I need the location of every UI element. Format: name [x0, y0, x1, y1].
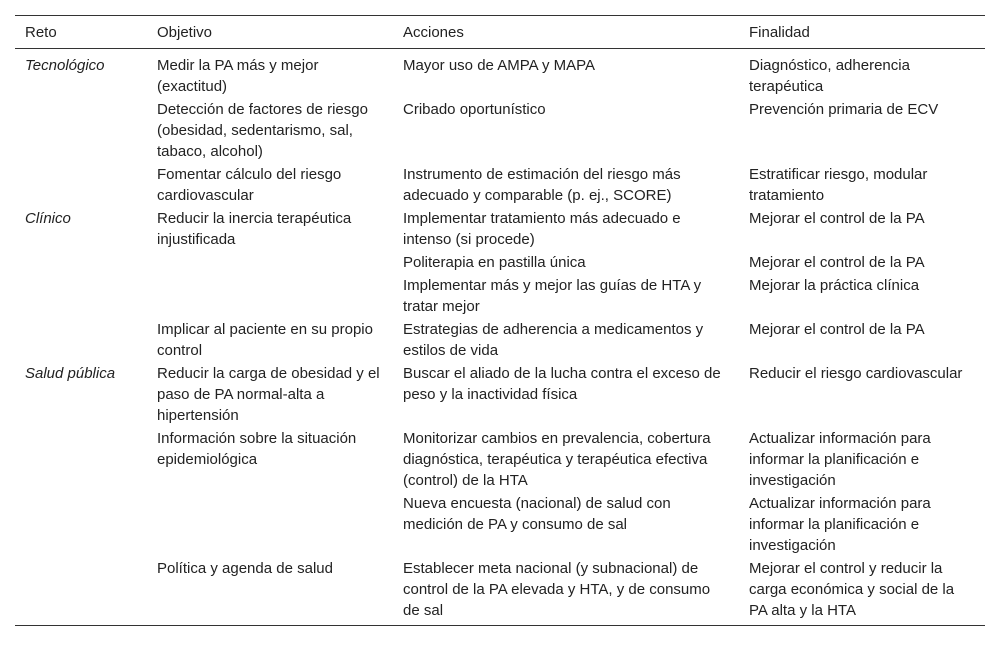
cell-reto: Tecnológico	[25, 57, 105, 74]
cell-finalidad: Reducir el riesgo cardiovascular	[749, 365, 963, 382]
table-row	[15, 163, 985, 207]
cell-reto	[15, 98, 147, 163]
header-objetivo: Objetivo	[157, 24, 213, 41]
cell-objetivo: Política y agenda de salud	[157, 560, 333, 577]
cell-acciones: Monitorizar cambios en prevalencia, cobertura diagnóstica, terapéutica y terapéutica efectiva (control) de la HTA	[403, 430, 711, 489]
cell-finalidad: Estratificar riesgo, modular tratamiento	[749, 166, 928, 204]
table-row	[15, 427, 985, 492]
cell-reto: Salud pública	[25, 365, 116, 382]
cell-objetivo	[147, 251, 393, 274]
header-finalidad: Finalidad	[749, 24, 810, 41]
cell-objetivo: Fomentar cálculo del riesgo cardiovascular	[157, 166, 342, 204]
table-header	[15, 16, 985, 49]
cell-reto	[15, 492, 147, 557]
cell-objetivo: Reducir la inercia terapéutica injustificada	[157, 210, 352, 248]
cell-acciones: Implementar más y mejor las guías de HTA y tratar mejor	[403, 277, 702, 315]
cell-reto	[15, 557, 147, 626]
cell-finalidad: Mejorar el control de la PA	[749, 321, 925, 338]
table-row	[15, 274, 985, 318]
cell-acciones: Mayor uso de AMPA y MAPA	[403, 57, 596, 74]
cell-objetivo: Implicar al paciente en su propio control	[157, 321, 373, 359]
cell-reto	[15, 318, 147, 362]
cell-objetivo: Detección de factores de riesgo (obesidad, sedentarismo, sal, tabaco, alcohol)	[157, 101, 368, 160]
cell-objetivo: Información sobre la situación epidemiológica	[157, 430, 357, 468]
table-row	[15, 492, 985, 557]
table-row	[15, 318, 985, 362]
header-row	[15, 16, 985, 49]
cell-finalidad: Mejorar el control y reducir la carga económica y social de la PA alta y la HTA	[749, 560, 955, 619]
table-row	[15, 207, 985, 251]
cell-finalidad: Diagnóstico, adherencia terapéutica	[749, 57, 910, 95]
table-row	[15, 251, 985, 274]
table-row	[15, 98, 985, 163]
cell-acciones: Cribado oportunístico	[403, 101, 546, 118]
header-acciones: Acciones	[403, 24, 464, 41]
cell-reto	[15, 427, 147, 492]
header-reto: Reto	[25, 24, 57, 41]
cell-acciones: Nueva encuesta (nacional) de salud con medición de PA y consumo de sal	[403, 495, 671, 533]
table-row	[15, 49, 985, 99]
cell-objetivo: Reducir la carga de obesidad y el paso de PA normal-alta a hipertensión	[157, 365, 380, 424]
cell-finalidad: Prevención primaria de ECV	[749, 101, 939, 118]
cell-acciones: Estrategias de adherencia a medicamentos y estilos de vida	[403, 321, 704, 359]
cell-objetivo: Medir la PA más y mejor (exactitud)	[157, 57, 319, 95]
cell-reto	[15, 251, 147, 274]
cell-acciones: Establecer meta nacional (y subnacional) de control de la PA elevada y HTA, y de consumo de sal	[403, 560, 711, 619]
cell-acciones: Buscar el aliado de la lucha contra el exceso de peso y la inactividad física	[403, 365, 721, 403]
challenges-table-container	[15, 15, 985, 626]
cell-acciones: Instrumento de estimación del riesgo más adecuado y comparable (p. ej., SCORE)	[403, 166, 681, 204]
cell-reto: Clínico	[25, 210, 71, 227]
cell-finalidad: Mejorar el control de la PA	[749, 210, 925, 227]
table-row	[15, 557, 985, 626]
cell-acciones: Politerapia en pastilla única	[403, 254, 586, 271]
cell-reto	[15, 163, 147, 207]
table-body	[15, 49, 985, 626]
cell-reto	[15, 274, 147, 318]
cell-objetivo	[147, 274, 393, 318]
cell-finalidad: Actualizar información para informar la planificación e investigación	[749, 495, 931, 554]
cell-objetivo	[147, 492, 393, 557]
cell-acciones: Implementar tratamiento más adecuado e intenso (si procede)	[403, 210, 681, 248]
cell-finalidad: Mejorar la práctica clínica	[749, 277, 920, 294]
table-row	[15, 362, 985, 427]
challenges-table	[15, 15, 985, 626]
cell-finalidad: Actualizar información para informar la planificación e investigación	[749, 430, 931, 489]
cell-finalidad: Mejorar el control de la PA	[749, 254, 925, 271]
